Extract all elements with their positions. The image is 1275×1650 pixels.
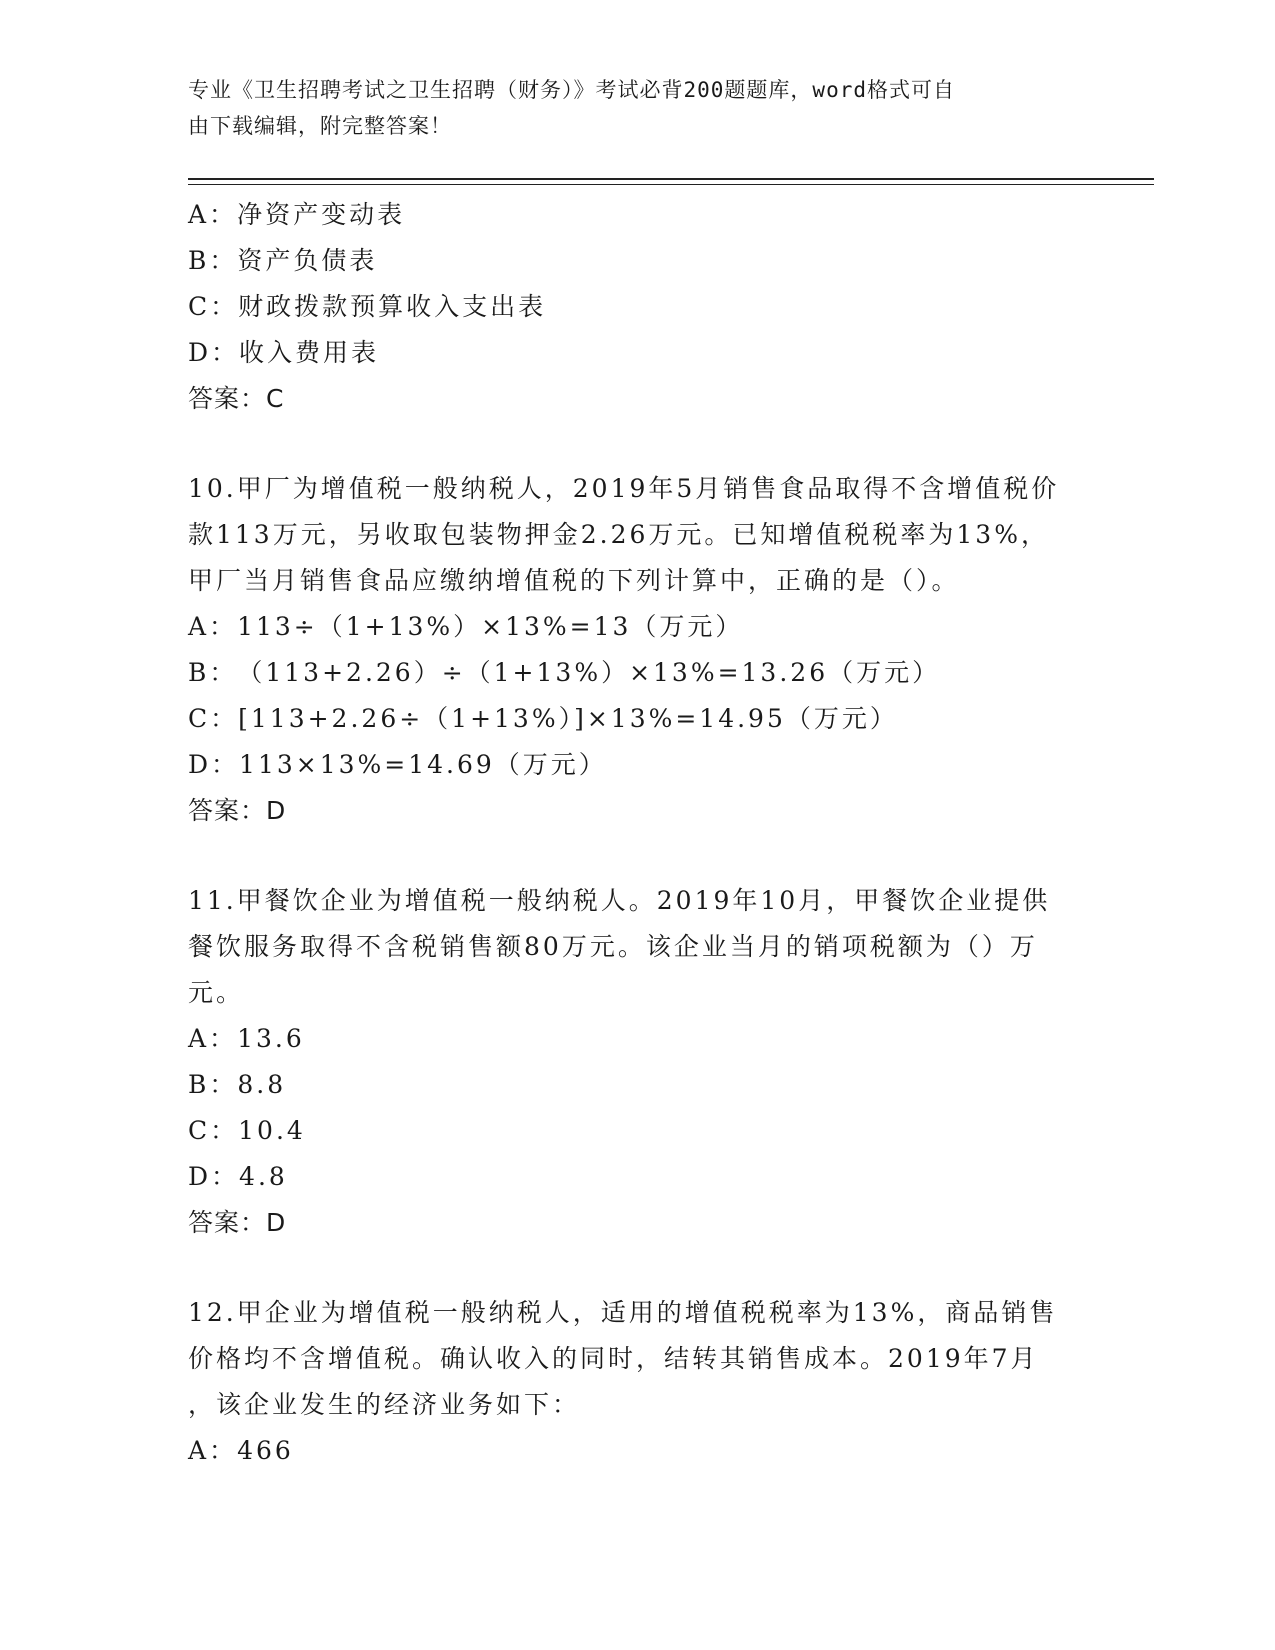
header-line-2: 由下载编辑，附完整答案！ [188, 114, 452, 138]
option-key: D： [188, 338, 240, 367]
option-text: 113×13%=14.69（万元） [239, 750, 607, 779]
option-text: （113+2.26）÷（1+13%）×13%=13.26（万元） [237, 658, 941, 687]
option-key: A： [188, 200, 238, 229]
option-c [188, 696, 1088, 742]
option-a [188, 604, 1088, 650]
option-a [188, 192, 1088, 238]
question-stem-line: 10.甲厂为增值税一般纳税人，2019年5月销售食品取得不含增值税价 [188, 474, 1060, 503]
question-stem-line: 甲厂当月销售食品应缴纳增值税的下列计算中，正确的是（）。 [188, 566, 960, 595]
question-block [188, 1290, 1088, 1474]
option-key: C： [188, 1116, 239, 1145]
option-c [188, 1108, 1088, 1154]
option-text: 466 [237, 1436, 294, 1465]
question-stem-line: 11.甲餐饮企业为增值税一般纳税人。2019年10月，甲餐饮企业提供 [188, 886, 1051, 915]
answer-line: 答案：D [188, 796, 287, 825]
option-key: A： [188, 612, 238, 641]
option-key: B： [188, 658, 238, 687]
option-text: 收入费用表 [239, 338, 380, 367]
question-stem-line: 价格均不含增值税。确认收入的同时，结转其销售成本。2019年7月 [188, 1344, 1039, 1373]
option-b [188, 650, 1088, 696]
option-a [188, 1016, 1088, 1062]
answer-line: 答案：C [188, 384, 285, 413]
option-b [188, 238, 1088, 284]
block-spacer [188, 422, 1088, 466]
question-stem-line: 餐饮服务取得不含税销售额80万元。该企业当月的销项税额为（）万 [188, 932, 1038, 961]
header-line-1: 专业《卫生招聘考试之卫生招聘（财务）》考试必背200题题库，word格式可自 [188, 78, 955, 102]
block-spacer [188, 1246, 1088, 1290]
option-key: D： [188, 750, 240, 779]
document-header [188, 72, 1068, 144]
question-stem-line: 款113万元，另收取包装物押金2.26万元。已知增值税税率为13%， [188, 520, 1049, 549]
option-key: A： [188, 1436, 238, 1465]
question-block [188, 878, 1088, 1246]
header-divider [188, 178, 1154, 180]
question-content [188, 192, 1088, 1474]
answer-line: 答案：D [188, 1208, 287, 1237]
option-key: C： [188, 292, 239, 321]
option-a [188, 1428, 1088, 1474]
question-stem-line: 元。 [188, 978, 245, 1007]
option-b [188, 1062, 1088, 1108]
option-key: B： [188, 1070, 238, 1099]
option-text: 财政拨款预算收入支出表 [238, 292, 547, 321]
option-text: 8.8 [237, 1070, 287, 1099]
block-spacer [188, 834, 1088, 878]
option-text: [113+2.26÷（1+13%）]×13%=14.95（万元） [238, 704, 898, 733]
option-d [188, 330, 1088, 376]
option-text: 13.6 [237, 1024, 305, 1053]
option-text: 113÷（1+13%）×13%=13（万元） [237, 612, 744, 641]
option-key: D： [188, 1162, 240, 1191]
option-text: 净资产变动表 [237, 200, 406, 229]
question-stem-line: 12.甲企业为增值税一般纳税人，适用的增值税税率为13%，商品销售 [188, 1298, 1058, 1327]
option-d [188, 1154, 1088, 1200]
header-divider-thin [188, 184, 1154, 185]
option-key: A： [188, 1024, 238, 1053]
question-block [188, 466, 1088, 834]
option-c [188, 284, 1088, 330]
question-block [188, 192, 1088, 422]
option-text: 资产负债表 [237, 246, 378, 275]
option-text: 4.8 [239, 1162, 288, 1191]
question-stem-line: ，该企业发生的经济业务如下： [188, 1390, 581, 1419]
option-d [188, 742, 1088, 788]
option-key: C： [188, 704, 239, 733]
option-text: 10.4 [238, 1116, 306, 1145]
option-key: B： [188, 246, 238, 275]
